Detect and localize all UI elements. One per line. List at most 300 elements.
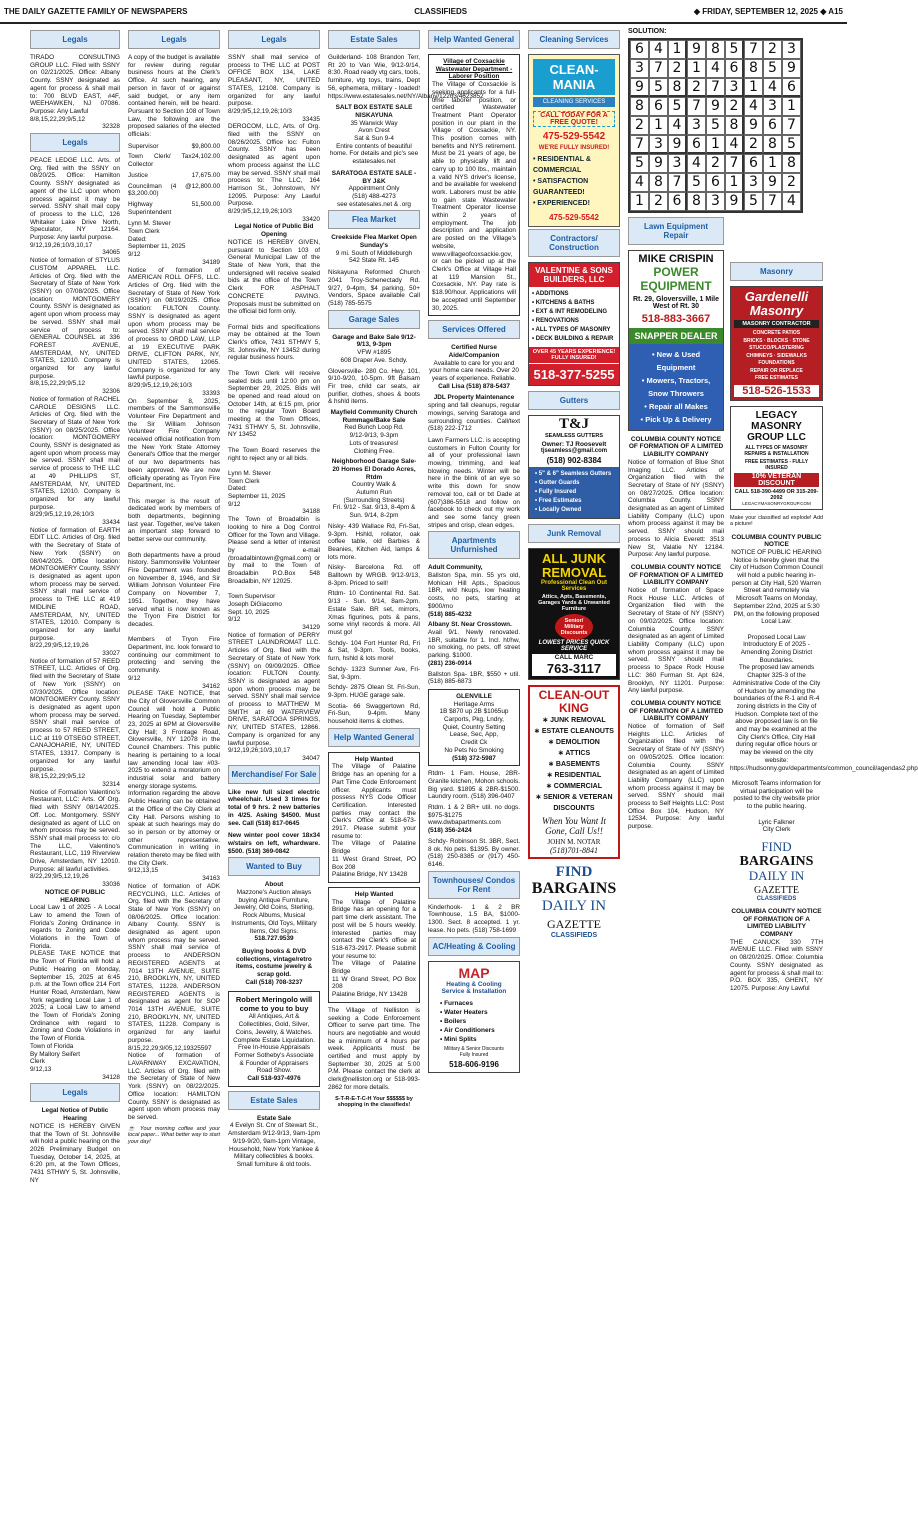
ad-title: CLEAN-OUT KING	[538, 688, 610, 715]
notice-title: Legal Notice of Public Bid Opening	[234, 223, 314, 239]
list-item: • SATISFACTION GUARANTEED!	[533, 178, 589, 196]
listing-title: Creekside Flea Market Open Sunday's	[331, 234, 417, 250]
sudoku-cell: 7	[706, 78, 725, 97]
salary-row: Justice 17,675.00	[128, 171, 220, 179]
sudoku-cell: 5	[725, 40, 744, 59]
section-gutters: Gutters	[528, 391, 620, 410]
listing: Rtdm- 1 Fam. House, 2BR- Granite kitchen, Mohon schools. Big yard. $1895 & 2BR-$1500. Laundry room. (518) 396-0407	[428, 770, 520, 801]
section-lawn-equipment: Lawn Equipment Repair	[628, 217, 724, 245]
sudoku-cell: 3	[630, 59, 649, 78]
ad-title: VALENTINE & SONS BUILDERS, LLC	[529, 263, 619, 287]
notice: Notice of formation of AMERICAN ROLL OFFS, LLC. Articles of Org. filed with the Secretary of State of New York (SSNY) on 08/19/2025. Office location: FULTON County. SSNY is designated as agent upon whom process may be served. SSNY shall mail service of process to ORDD LAW, LLP at 19 EXECUTIVE PARK DRIVE, CLIFTON PARK, NY, UNITED STATES, 12065. Company is organized for any lawful purpose. 8/29;9/5,12,19,26;10/3	[128, 266, 220, 390]
ad-name: JOHN M. NOTAR	[547, 838, 601, 846]
ad-title: Village of Coxsackie Wastewater Department - Laborer Position	[435, 58, 513, 81]
listing: The Village of Nelliston is seeking a Code Enforcement Officer to serve part time. The hours are negotiable and would be a minimum of 4 hours per week. Applicants must be certified and must apply by September 30, 2025 at 5:00 P.M. Please contact the clerk at clerk@nelliston.org or 518-993-2862 for more details.	[328, 1006, 420, 1091]
header-date: ◆ FRIDAY, SEPTEMBER 12, 2025 ◆ A15	[693, 6, 843, 16]
ad-dealer: SNAPPER DEALER	[629, 328, 723, 344]
listing-title: JDL Property Maintenance	[433, 394, 515, 402]
notice: Notice of formation of STYLUS CUSTOM APPAREL LLC. Articles of Org. filed with the Secretary of State of New York (SSNY) on 07/08/2025. Office location: MONTGOMERY County. SSNY is designated as agent upon whom process may be served. SSNY shall mail service of process to: GENERAL COUNSEL at 336 FOREST AVENUE, AMSTERDAM, NY, UNITED STATES, 12010. Company is organized for any lawful purpose. 8/8,15,22,29;9/5,12	[30, 257, 120, 388]
listing: Guilderland- 108 Brandon Terr, Rt 20 to Van Wie, 9/12-9/14, 8:30. Road ready vtg cars, tools, furniture, vtg toys, trains, Dept 56, ephemera, military - loaded! https://www.estatesales.net/NY/Albany/12203/4623852	[328, 54, 484, 100]
ad-subtitle: CLEANING SERVICES	[533, 97, 615, 107]
sudoku-cell: 4	[649, 40, 668, 59]
list-item: • 5" & 6" Seamless Gutters	[535, 471, 612, 477]
list-item: • Air Conditioners	[440, 1026, 495, 1034]
notice-id: 34188	[302, 508, 320, 516]
sudoku-cell: 3	[687, 116, 706, 135]
promo-find-bargains	[730, 840, 823, 902]
listing-title: About	[264, 881, 284, 889]
ad-veteran: 10% VETERAN DISCOUNT	[734, 473, 819, 487]
listing: Scotia- 66 Swaggertown Rd, Fri-Sun, 9-4pm. Many household items & clothes.	[328, 702, 420, 726]
sudoku-cell: 8	[725, 116, 744, 135]
sudoku-cell: 5	[649, 78, 668, 97]
ad-body: The Village of Coxsackie is seeking applicants for a full-time laborer position, or certified Wastewater Treatment Plant Operator position in our plant in the Village of Coxsackie, NY. This position comes with benefits and NYS retirement. Must be 21 years of age, be able to physically lift and carry up to 100 lbs., maintain a valid NYS driver's license, and be available for weekend work. Laborers must be able to gain state Wastewater Treatment Operator license within 2 years of employment. The job description and application are posted on the Village's website, www.villageofcoxsackie.gov, or can be picked up at the Clerk's Office at Village Hall at 119 Mansion St., Coxsackie, NY. Pay rate is $18.90/hour. Applications will be accepted until September 30, 2025.	[432, 81, 516, 312]
gazette-logo: GAZETTE	[547, 917, 601, 931]
notice: Notice of formation of Blue Shot Imaging LLC. Articles of Organization filed with the Secretary of State of NY (SSNY) on 08/27/2025. Office location: Columbia County. SSNY designated as an agent of Limited Liability Company (LLC) upon whom process against it may be served. SSNY should mail process to Alicia Everett: 3513 New St, Valatie NY 12184. Purpose: Any lawful purpose.	[628, 458, 724, 559]
sudoku-cell: 6	[668, 192, 687, 211]
ad-title: GLENVILLE	[456, 692, 492, 700]
ad-phone: CALL 518-390-4499 OR 315-209-2092	[734, 488, 819, 501]
ad-price: LOWEST PRICES QUICK SERVICE	[538, 640, 610, 652]
sudoku-cell: 4	[725, 135, 744, 154]
ad-glenville	[428, 689, 520, 766]
listing-phone: (518) 885-4232	[428, 610, 472, 618]
listing: Avail 9/1. Newly renovated. 1BR, suitable for 1. Incl. ht/hw, no smoking, no pets, off street parking. $1000.	[428, 629, 520, 660]
ad-phone: 763-3117	[532, 661, 616, 676]
section-merchandise: Merchandise/ For Sale	[228, 765, 320, 784]
listing: Lawn Farmers LLC. is accepting customers in Fulton County for all of your professional lawn mowing, trimming, and leaf blowing needs. Winter will be here in the blink of an eye so write this down for snow removal too, call or txt Dade at (607)386-5518 and follow on facebook to check out my work and see some fancy green stripes and crisp, clean edges.	[428, 436, 520, 529]
ad-body: The Village of Palatine Bridge has an opening for a Part Time Code Enforcement officer. Applicants must possess NYS Code Officer Certification. Interested parties may contact the Clerk's Office at 518-673-2917. Please submit your resume to: The Village of Palatine Bridge 11 West Grand Street, PO Box 208 Palatine Bridge, NY 13428	[332, 763, 416, 879]
ad-list	[734, 330, 819, 383]
listing: VFW #1895 608 Draper Ave. Schdy.	[340, 349, 408, 364]
section-junk-removal: Junk Removal	[528, 524, 620, 543]
sudoku-cell: 7	[630, 135, 649, 154]
promo-line: BARGAINS	[739, 853, 814, 869]
sudoku-cell: 2	[706, 154, 725, 173]
sudoku-cell: 5	[744, 192, 763, 211]
sudoku-cell: 6	[763, 116, 782, 135]
list-item: • DECK BUILDING & REPAIR	[532, 336, 614, 342]
notice-id: 32328	[102, 123, 120, 131]
listing-title: Neighborhood Garage Sale- 20 Homes El Dorado Acres, Rtdm	[331, 458, 417, 481]
listing: New winter pool cover 18x34 w/stairs on left, w/hardware. $500. (518) 369-0842	[228, 832, 320, 855]
sudoku-cell: 7	[687, 97, 706, 116]
ad-phone: 518-377-5255	[529, 364, 619, 385]
ad-phone: 518-883-3667	[641, 312, 711, 325]
ad-title-2: Masonry	[749, 303, 804, 318]
notice: NOTICE IS HEREBY GIVEN, pursuant to Section 103 of General Municipal Law of the State of New York, that the undersigned will receive sealed bids at the office of the Town Clerk FOR ASPHALT CONCRETE PAVING. Proposals must be submitted on the official bid form only. Formal bids and specifications may be obtained at the Town Clerk's office, 7431 STHWY 5, St. Johnsville, NY 13452 during regular business hours. The Town Clerk will receive sealed bids until 12:00 pm on September 29, 2025. Bids will be opened and read aloud on October 14th, at 6:15 pm, prior to the regular Town Board meeting at the Town Offices, 7431 STHWY 5, St. Johnsville, NY 13452 The Town Board reserves the right to reject any or all bids. Lynn M. Stever Town Clerk Dated: September 11, 2025 9/12	[228, 238, 320, 508]
ad-map-heating	[428, 961, 520, 1073]
sudoku-cell: 5	[782, 135, 801, 154]
sudoku-cell: 6	[687, 135, 706, 154]
notice: Notice of formation of PERRY STREET LAUNDROMAT LLC. Articles of Org. filed with the Secretary of State of New York (SSNY) on 09/09/2025. Office location: FULTON County. SSNY is designated as agent upon whom process may be served. SSNY shall mail service of process to MATTHEW M SMITH at 69 WATERVIEW DRIVE, SARATOGA SPRINGS, NY, UNITED STATES, 12866. Company is organized for any lawful purpose. 9/12,19,26;10/3,10,17	[228, 631, 320, 755]
section-help-wanted: Help Wanted General	[328, 728, 420, 747]
sudoku-cell: 9	[687, 40, 706, 59]
listing: Niskayuna Reformed Church 2041 Troy-Schenectady Rd. 9/27, 9-4pm, $4 parking, 50+ Vendors, Space available Call (518) 785-5575	[328, 269, 420, 307]
list-item: FREE ESTIMATES	[755, 375, 798, 381]
salary-row: Councilman (4 @ $3,200.00) 12,800.00	[128, 182, 220, 198]
ad-valentine	[528, 262, 620, 386]
section-legals: Legals	[30, 1083, 120, 1102]
notice: Notice of formation of Space Rock House LLC. Articles of Organization filed with the Secretary of State of NY (SSNY) on 09/02/2025. Office location: Columbia County. SSNY designated as an agent of Limited Liability Company (LLC) upon whom process against it may be served. SSNY should mail process to Space Rock House LLC: 360 Furman St. Apt 624, Brooklyn, NY 11201. Purpose: Any lawful purpose.	[628, 587, 724, 695]
ad-body: All Antiques, Art & Collectibles, Gold, Silver, Coins, Jewelry, & Watches. Complete Estate Liquidation. Free In-House Appraisals Former Sotheby's Associate & Founder of Appraisers Road Show.	[233, 1013, 315, 1075]
sudoku-cell: 3	[706, 192, 725, 211]
sudoku-cell: 1	[706, 135, 725, 154]
promo-find-bargains	[528, 864, 620, 939]
notice: Notice of formation of ADK RECYCLING, LLC. Articles of Org. filed with the Secretary of State of New York (SSNY) on 08/06/2025. Office location: Albany County. SSNY is designated as agent upon whom process may be served. SSNY shall mail service of process to ANDERSON REGISTERED AGENTS at 7014 13TH AVENUE, SUITE 210, BROOKLYN, NY, UNITED STATES, 11228. ANDERSON REGISTERED AGENTS is designated as agent for SOP 7014 13TH AVENUE, SUITE 210, BROOKLYN, NY, UNITED STATES, 11228. Company is organized for any lawful purpose. 8/15,22,29;9/05,12,19325597	[128, 882, 220, 1052]
notice: Notice of formation of RACHEL CAROLE DESIGNS LLC. Articles of Org. filed with the Secretary of State of New York (SSNY) on 08/25/2025. Office location: MONTGOMERY County, SSNY is designated as agent upon whom process may be served. SSNY shall mail service of process to THE LLC at 49 PHILLIPS ST, AMSTERDAM, NY, UNITED STATES, 12010. Company is organized for any lawful purpose. 8/29;9/5,12,19,26;10/3	[30, 395, 120, 519]
list-item: • ALL TYPES OF MASONRY	[532, 327, 611, 333]
section-legals: Legals	[30, 133, 120, 152]
notice: NOTICE OF PUBLIC HEARING Notice is hereby given that the City of Hudson Common Council will hold a public hearing in-person at City Hall, 520 Warren Street and remotely via Microsoft Teams on Monday, September 22nd, 2025 at 5:30 PM, on the following proposed Local Law: Proposed Local Law Introductory E of 2025 - Amending Zoning District Boundaries. The proposed law amends Chapter 325-3 of the Administrative Code of the City of Hudson by amending the boundaries of the R-1 and R-4 zoning districts in the City of Hudson. Complete text of the above proposed law is on file and may be examined at the City Clerk's Office, City Hall during regular office hours or may be viewed on the city website: https://hudsonny.gov/departments/common_council/agendas2.php Microsoft Teams information for virtual participation will be posted to the city website prior to the public hearing. Lyric Falkner City Clerk	[730, 548, 918, 834]
column-6	[528, 28, 620, 1518]
column-2	[128, 28, 220, 1518]
listing: Red Bunch Loop Rd. 9/12-9/13, 9-3pm Lots of treasures! Clothing Free.	[344, 424, 404, 455]
promo-line: FIND	[761, 838, 792, 854]
ad-title: Robert Meringolo will come to you to buy	[235, 995, 313, 1014]
listing: Schdy- 1323 Sumner Ave, Fri-Sat, 9-3pm.	[328, 665, 420, 681]
ad-phone: (518)701-8841	[550, 846, 598, 855]
sudoku-cell: 1	[687, 59, 706, 78]
listing: Country Walk & Autumn Run (Surrounding Streets) Fri. 9/12 - Sat. 9/13, 8-4pm & Sun. 9/14, 8-2pm	[332, 481, 416, 520]
listing: Ballston Spa- 1BR, $550 + util. (518) 885-6873	[428, 670, 520, 686]
section-heating-cooling: AC/Heating & Cooling	[428, 937, 520, 956]
section-estate-sales: Estate Sales	[228, 1091, 320, 1110]
sudoku-cell: 8	[668, 78, 687, 97]
sudoku-cell: 5	[668, 97, 687, 116]
sudoku-cell: 9	[649, 154, 668, 173]
sudoku-cell: 3	[668, 154, 687, 173]
gazette-logo: GAZETTE	[754, 884, 799, 896]
gazette-classifieds: CLASSIFIEDS	[756, 895, 797, 902]
notice-title: COLUMBIA COUNTY NOTICE OF FORMATION OF A LIMITED LIABILITY COMPANY	[628, 699, 724, 723]
ad-title: MIKE CRISPIN	[638, 252, 714, 265]
ad-map-list	[440, 999, 516, 1044]
ad-title: Gardenelli	[744, 289, 809, 304]
section-help-wanted: Help Wanted General	[428, 30, 520, 49]
sudoku-cell: 1	[763, 154, 782, 173]
notice-title: COLUMBIA COUNTY PUBLIC NOTICE	[731, 533, 822, 549]
sudoku-cell: 1	[725, 173, 744, 192]
sudoku-cell: 2	[782, 173, 801, 192]
ad-tj-gutters	[528, 415, 620, 519]
ad-subtitle: MASONRY CONTRACTOR	[734, 320, 819, 328]
listing-title: Albany St. Near Crosstown.	[428, 621, 512, 629]
list-item: • Water Heaters	[440, 1008, 488, 1016]
sudoku-cell: 5	[763, 59, 782, 78]
ad-coxsackie	[428, 54, 520, 316]
sudoku-cell: 1	[782, 97, 801, 116]
notice: Notice of formation of LAVARNWAY EXCAVATION, LLC. Articles of Org. filed with the Secretary of State of New York (SSNY) on 08/22/2025. Office location: HAMILTON County. SSNY is designated as agent upon whom process may be served.	[128, 1052, 220, 1121]
ad-list	[529, 287, 619, 347]
list-item: • EXPERIENCED!	[533, 200, 590, 207]
sudoku-cell: 7	[649, 59, 668, 78]
sudoku-cell: 7	[782, 116, 801, 135]
list-item: BRICKS · BLOCKS · STONE	[743, 337, 810, 344]
ad-badge: Senior/ Military Discounts	[555, 614, 593, 640]
gazette-classifieds: CLASSIFIEDS	[550, 932, 598, 939]
listing: Rtdm. 1 & 2 BR+ util. no dogs. $975-$1275 www.dwbapartments.com	[428, 804, 520, 827]
notice: Notice of Formation Valentino's Restaurant, LLC: Arts. Of Org. filed with SSNY 08/14/2025. Off. Loc. Montgomery. SSNY designated as agent of LLC on whom process may be served. SSNY shall mail process to: c/o The LLC, Valentino's Restaurant, LLC, 119 Riverview Drive, Amsterdam, NY 12010. Purpose: all lawful activities. 8/22,29;9/5,12,19,26	[30, 788, 120, 881]
list-item: • Fully Insured	[535, 489, 577, 495]
listing-title: SALT BOX ESTATE SALE NISKAYUNA	[335, 104, 413, 119]
ad-title: ALL JUNK REMOVAL	[541, 551, 607, 580]
listing: Rtdm- 10 Continental Rd. Sat. 9/13 - Sun. 9/14, 8am-2pm. Estate Sale. BR set, mirrors, Xmas figurines, pots & pans, some vinyl records & more. All must go!	[328, 590, 420, 636]
list-item: ∗ JUNK REMOVAL	[542, 717, 606, 724]
ad-subtitle: ALL TYPES OF MASONRY REPAIRS & INSTALLATION	[744, 444, 809, 457]
list-item: STUCCO/PLASTERING	[749, 345, 804, 351]
notice-id: 34162	[202, 682, 220, 690]
sudoku-cell: 8	[782, 154, 801, 173]
sudoku-cell: 2	[668, 59, 687, 78]
notice-id: 34163	[202, 875, 220, 883]
sudoku-cell: 8	[630, 97, 649, 116]
ad-clean-mania	[528, 54, 620, 227]
listing-phone: Call Lisa (518) 878-5437	[438, 382, 510, 390]
photo-promo: Make your classified ad explode! Add a picture!	[730, 514, 823, 527]
sudoku-cell: 9	[706, 97, 725, 116]
listing: Schdy- 104 Fort Hunter Rd, Fri & Sat, 9-3pm. Tools, books, furn, hshld & lots more!	[328, 639, 420, 663]
ad-title: Help Wanted	[354, 890, 394, 898]
listing: 4 Evelyn St. Cnr of Stewart St., Amsterdam 9/12-9/13, 9am-1pm 9/19-9/20, 9am-1pm Vintage, Household, New York Yankee & Military collectibles & books. Small furniture & old tools.	[228, 1122, 320, 1168]
listing: Buying books & DVD collections, vintage/retro items, costume jewelry & scrap gold.	[235, 947, 313, 979]
section-flea-market: Flea Market	[328, 210, 420, 229]
ad-clean-out-king	[528, 685, 620, 859]
ad-tagline: When You Want It Gone, Call Us!!	[541, 816, 607, 836]
sudoku-cell: 2	[763, 40, 782, 59]
ad-help-wanted	[328, 752, 420, 883]
ad-subtitle: POWER EQUIPMENT	[640, 264, 712, 293]
notice: On September 8, 2025, members of the Sammonsville Volunteer Fire Department and the Sir William Johnson Volunteer Fire Company received official notification from the New York State Attorney General's Office that the merger of our two departments has been approved. We are now officially operating as Tryon Fire Department, Inc. This merger is the result of dedicated work by members of both departments, beginning last year. Together, we've taken an important step forward to better serve our community. Both departments have a proud history. Sammonsville Volunteer Fire Department was founded on November 8, 1946, and Sir William Johnson Volunteer Fire Company on November 7, 1951. Together, they have served what is now known as the Tryon Fire District for decades. Members of Tryon Fire Department, Inc. look forward to continuing our commitment to protecting and serving the community. 9/12	[128, 397, 220, 682]
page-header	[0, 0, 847, 24]
section-cleaning: Cleaning Services	[528, 30, 620, 49]
listing: Nisky- 439 Wallace Rd, Fri-Sat, 9-3pm. Hshld, rollator, oak coffee table, old Barbies & Beanies, Kitchen Aid, lamps & lots more.	[328, 522, 420, 561]
list-item: ∗ COMMERCIAL	[545, 783, 603, 790]
list-item: ∗ BASEMENTS	[548, 761, 600, 768]
listing-phone: (518) 356-2424	[428, 827, 472, 835]
sudoku-spacer	[730, 28, 823, 260]
notice-title: Legal Notice of Public Hearing	[41, 1107, 109, 1123]
sudoku-cell: 6	[744, 154, 763, 173]
salary-table	[128, 143, 220, 217]
sudoku-cell: 3	[763, 97, 782, 116]
ad-phone: (518) 902-8384	[546, 456, 602, 465]
list-item: ∗ ESTATE CLEANOUTS	[534, 728, 614, 735]
header-publication: THE DAILY GAZETTE FAMILY OF NEWSPAPERS	[4, 6, 188, 16]
list-item: • Furnaces	[440, 999, 473, 1007]
notice-id: 33393	[202, 389, 220, 397]
notice-id: 34065	[102, 249, 120, 257]
notice-id: 33420	[302, 215, 320, 223]
header-section: CLASSIFIEDS	[414, 6, 468, 16]
notice: NOTICE IS HEREBY GIVEN that the Town of St. Johnsville will hold a public hearing on the 2026 Preliminary Budget on Tuesday, October 14, 2025, at 6:20 pm, at the Town Offices, 7431 STHWY 5, St. Johnsville, NY	[30, 1122, 120, 1184]
sudoku-cell: 6	[725, 59, 744, 78]
notice-id: 33027	[102, 650, 120, 658]
sudoku-cell: 3	[649, 135, 668, 154]
list-item: CHIMNEYS · SIDEWALKS	[746, 352, 807, 359]
sudoku-cell: 8	[649, 173, 668, 192]
listing: Mazzone's Auction always buying Antique Furniture, Jewelry, Old Coins, Sterling, Rock Albums, Musical Instruments, Old Toys, Military Items, Old Signs.	[231, 889, 317, 935]
notice-id: 34189	[202, 258, 220, 266]
listing: Schdy- 2875 Olean St. Fri-Sun, 9-3pm. HUGE garage sale.	[328, 684, 420, 699]
sudoku-cell: 4	[668, 116, 687, 135]
sudoku-cell: 4	[744, 97, 763, 116]
list-item: • Repair all Makes	[644, 401, 708, 411]
sudoku-cell: 2	[744, 135, 763, 154]
ad-help-wanted	[328, 887, 420, 1003]
sudoku-cell: 8	[763, 135, 782, 154]
sudoku-cell: 9	[763, 173, 782, 192]
ad-gardenelli	[730, 286, 823, 401]
list-item: • Free Estimates	[535, 498, 582, 504]
notice-title: COLUMBIA COUNTY NOTICE OF FORMATION OF A LIMITED LIABILITY COMPANY	[628, 563, 724, 587]
list-item: • Mowers, Tractors, Snow Throwers	[641, 375, 711, 398]
list-item: • Gutter Guards	[535, 480, 580, 486]
section-legals: Legals	[128, 30, 220, 49]
notice: The Town of Broadalbin is looking to hire a Dog Control Officer for the Town and Village. Please send a letter of interest by e-mail (broadalbintown@gmail.com) or by mail to the Town of Broadalbin P.O.Box 548 Broadalbin, NY 12025. Town Supervisor Joseph DiGiacomo Sept. 10, 2025 9/12	[228, 516, 320, 624]
ad-owner: Owner: TJ Roosevelt	[541, 441, 607, 448]
coffee-icon: ☕	[128, 1125, 141, 1132]
notice-id: 34129	[302, 624, 320, 632]
ad-logo: T&J	[559, 416, 589, 432]
listing-phone: (281) 236-0914	[428, 659, 472, 667]
sudoku-cell: 6	[649, 97, 668, 116]
ad-title: CLEAN-MANIA	[533, 59, 615, 95]
salary-row: Supervisor $9,800.00	[128, 142, 220, 150]
notice-title: NOTICE OF PUBLIC HEARING	[44, 888, 106, 904]
sudoku-cell: 7	[725, 154, 744, 173]
section-masonry: Masonry	[730, 262, 823, 281]
column-1	[30, 28, 120, 1518]
ad-call: CALL TODAY FOR A FREE QUOTE!	[533, 111, 615, 127]
notice: PEACE LEDGE LLC. Arts. of Org. filed with the SSNY on 08/20/25. Office: Hamilton County. SSNY designated as agent of the LLC upon whom process against it may be served. SSNY shall mail copy of process to the LLC, 126 Whitaker Lake Drive North, Speculator, NY 12164. Purpose: Any lawful purpose. 9/12,19,26;10/3,10,17	[30, 157, 120, 249]
notice-title: COLUMBIA COUNTY NOTICE OF FORMATION OF A LIMITED LIABILITY COMPANY	[628, 435, 724, 459]
section-garage-sales: Garage Sales	[328, 310, 420, 329]
listing-title: SARATOGA ESTATE SALE - BY J&K	[331, 169, 417, 185]
sudoku-cell: 3	[725, 78, 744, 97]
ad-address: Rt. 29, Gloversville, 1 Mile West of Rt. 30	[633, 295, 719, 310]
notice: TIRADO CONSULTING GROUP LLC. Filed with SSNY on 02/21/2025. Office: Albany County. SSNY designated as agent for process & shall mail to: 700 BLVD EAST, #4F, WEEHAWKEN, NJ 07086. Purpose: Any Lawful 8/8,15,22,29;9/5,12	[30, 54, 120, 123]
ad-map-phone: 518-606-9196	[449, 1059, 499, 1069]
ad-title: Help Wanted	[354, 755, 394, 763]
list-item: • Mini Splits	[440, 1035, 477, 1043]
sudoku-cell: 2	[649, 192, 668, 211]
listing: Nisky- Barcelona Rd. off Balltown by WRGB. 9/12-9/13, 8-3pm. Priced to sell!	[328, 564, 420, 587]
notice: DEROCOM, LLC, Arts. of Org. filed with the SSNY on 08/26/2025. Office loc: Fulton County. SSNY has been designated as agent upon whom process against the LLC may be served. SSNY shall mail process to: The LLC, 164 Harrison St., Johnstown, NY 12095. Purpose: Any Lawful Purpose. 8/29;9/5,12,19,26;10/3	[228, 123, 320, 216]
section-contractors: Contractors/ Construction	[528, 229, 620, 257]
notice: PLEASE TAKE NOTICE, that the City of Gloversville Common Council will hold a Public Hearing on Tuesday, September 23, 2025 at 6PM at Gloversville City Hall; 3 Frontage Road, Gloversville, NY 12078 in the Council Chambers. This public hearing is pertaining to a local law amending local law #03-2025 to extend a moratorium on industrial solar and battery energy storage systems. Information regarding the above Public Hearing can be obtained at the Office of the City Clerk at City Hall. Persons wishing to speak at such hearings may do so in person or by attorney or other representative. Communication in writing in relation thereto may be filed with the City Clerk. 9/12,13,15	[128, 690, 221, 875]
sudoku-cell: 3	[744, 173, 763, 192]
ad-map-title: MAP	[458, 964, 490, 981]
list-item: • New & Used Equipment	[651, 349, 701, 372]
ad-subtitle: SEAMLESS GUTTERS	[544, 433, 604, 439]
notice-id: 33036	[102, 881, 120, 889]
sudoku-cell: 4	[687, 154, 706, 173]
list-item: ∗ RESIDENTIAL	[546, 772, 602, 779]
listing-title: Mayfield Community Church Rummage/Bake Sale	[330, 409, 418, 424]
ad-all-junk	[528, 548, 620, 680]
section-legals: Legals	[228, 30, 320, 49]
ad-website: LEGACYMASONRYGROUP.COM	[742, 500, 811, 506]
ad-list	[533, 154, 615, 209]
list-item: ∗ SENIOR & VETERAN DISCOUNTS	[535, 794, 613, 812]
notice-id: 32314	[102, 780, 120, 788]
ad-phone: 518-526-1533	[734, 385, 819, 397]
notice: Notice of formation of Self Heights LLC. Articles of Organization filed with the Secretary of State of NY (SSNY) on 09/05/2025. Office location: Columbia County. SSNY designated as an agent of Limited Liability Company (LLC) upon whom process against it may be served. SSNY should mail process to Self Heights LLC: Post Office Box 104, Hudson, NY 12534. Purpose: Any lawful purpose.	[628, 723, 724, 831]
column-5	[428, 28, 520, 1518]
listing: spring and fall cleanups, regular mowings, serving Saratoga and surrounding counties. Call/text (518) 222-1712	[428, 402, 520, 433]
ad-body: The Village of Palatine Bridge has an opening for a part time clerk assistant. The post will be 5 hours weekly. Interested parties may contact the Clerk's office at 518-673-2917. Please submit your resume to: The Village of Palatine Bridge 11 W Grand Street, PO Box 208 Palatine Bridge, NY 13428	[332, 898, 416, 999]
list-item: ∗ DEMOLITION	[548, 739, 600, 746]
notice: A copy of the budget is available for review during regular business hours at the Clerk's Office. At such hearing, any person in favor of or against said budget, or any item contained herein, will be heard. Pursuant to Section 108 of Town Law, the following are the proposed salaries of the elected officials:	[128, 54, 220, 139]
ad-body: Heritage Arms 1B $870 up 2B $1065up Carports, Pkg, Lndry, Quiet, Country Setting Lease, Sec, App, Credit Ck No Pets No Smoking	[439, 700, 509, 754]
sudoku-cell: 2	[687, 78, 706, 97]
listing: Like new full sized electric wheelchair. Used 3 times for total of 9 hrs. 2 new batteries in 4/25. Asking $4500. Must see. Call (518) 817-0645	[228, 788, 320, 827]
sudoku-cell: 5	[630, 154, 649, 173]
sudoku-cell: 4	[706, 59, 725, 78]
notice: SSNY shall mail service of process to THE LLC at POST OFFICE BOX 134, LAKE PLEASANT, NY, UNITED STATES, 12108. Company is organized for any lawful purpose. 8/29;9/5,12,19,26;10/3	[228, 54, 320, 115]
section-legals: Legals	[30, 30, 120, 49]
notice: Notice of formation of 57 REED STREET, LLC. Articles of Org. filed with the Secretary of State of New York (SSNY) on 07/30/2025. Office location: MONTGOMERY County. SSNY is designated as agent upon whom process may be served. SSNY shall mail service of process to 57 REED STREET, LLC at 119 OTSEGO STREET, CANAJOHARIE, NY, UNITED STATES, 13317. Company is organized for any lawful purpose. 8/8,15,22,29;9/5,12	[30, 657, 120, 781]
sudoku-cell: 6	[630, 40, 649, 59]
list-item: CONCRETE PATIOS	[752, 330, 801, 336]
notice-id: 32306	[102, 388, 120, 396]
sudoku-cell: 6	[782, 78, 801, 97]
listing-phone: 518.727.9539	[254, 935, 294, 943]
ad-meringolo	[228, 991, 320, 1086]
sudoku-cell: 6	[706, 173, 725, 192]
sudoku-cell: 2	[725, 97, 744, 116]
section-wanted: Wanted to Buy	[228, 857, 320, 876]
sudoku-cell: 4	[630, 173, 649, 192]
section-townhouses: Townhouses/ Condos For Rent	[428, 871, 520, 899]
ad-call: CALL MARC	[532, 654, 616, 661]
coffee-promo: ☕ Your morning coffee and your local paper... What better way to start your day!	[128, 1125, 221, 1145]
salary-row: Highway Superintendent 51,500.00	[128, 200, 220, 216]
notice: THE CANUCK 330 7TH AVENUE LLC. Filed with SSNY on 08/20/2025. Office: Columbia County. SSNY designated as agent for process & shall mail to: P.O. BOX 335, GHENT, NY 12075. Purpose: Any Lawful	[730, 938, 823, 992]
listing: Ballston Spa, min. 55 yrs old, Mohican Hill Apts., Spacious 1BR, w/d hkups, low heating costs, no pets, starting at $900/mo	[428, 572, 520, 610]
listing: Schdy- Robinson St. 3BR, Sect. 8 ok. No pets. $1395. By owner. (518) 250-8385 or (917) 450-6146.	[428, 837, 520, 868]
promo-line: FIND	[555, 864, 593, 880]
list-item: • Pick Up & Delivery	[640, 414, 712, 424]
list-item: • RESIDENTIAL & COMMERCIAL	[533, 156, 591, 174]
ad-services: Attics, Apts, Basements, Garages Yards & Unwanted Furniture	[538, 594, 610, 612]
list-item: • Boilers	[440, 1017, 467, 1025]
ad-phone: 475-529-5542	[542, 131, 606, 142]
sudoku-cell: 9	[630, 78, 649, 97]
sudoku-cell: 7	[668, 173, 687, 192]
notice-id: 33434	[102, 519, 120, 527]
promo-line: BARGAINS	[531, 880, 617, 897]
listing-title: Estate Sale	[256, 1114, 292, 1122]
ad-free: FREE ESTIMATES - FULLY INSURED	[744, 458, 809, 471]
notice: Local Law 1 of 2025 - A Local Law to amend the Town of Florida's Zoning Ordinance in regards to Zoning and Code Violations in the Town of Florida. PLEASE TAKE NOTICE that the Town of Florida will hold a Public Hearing on Monday, September 15, 2025 at 6:45 p.m. at the Town office 214 Fort Hunter Road, Amsterdam, New York regarding Local Law 1 of 2025; a Local Law to amend the Town of Florida's Zoning Ordinance with regard to Zoning and Code Violations in the Town of Florida. Town of Florida By Mallory Seifert Clerk 9/12,13	[30, 904, 120, 1073]
sudoku-cell: 9	[668, 135, 687, 154]
sudoku-cell: 4	[782, 192, 801, 211]
ad-list	[629, 344, 723, 430]
sudoku-cell: 9	[744, 116, 763, 135]
ad-email: tjseamless@gmail.com	[540, 448, 608, 454]
sudoku-cell: 8	[706, 40, 725, 59]
section-apartments: Apartments Unfurnished	[428, 531, 520, 559]
salary-row: Town Clerk/ Tax Collector 24,102.00	[128, 153, 220, 169]
column-3	[228, 28, 320, 1518]
sudoku-cell: 8	[687, 192, 706, 211]
listing-title: Garage and Bake Sale 9/12-9/13, 9-3pm	[332, 333, 416, 349]
sudoku-cell: 1	[630, 192, 649, 211]
sudoku-cell: 9	[782, 59, 801, 78]
sudoku-cell: 1	[668, 40, 687, 59]
